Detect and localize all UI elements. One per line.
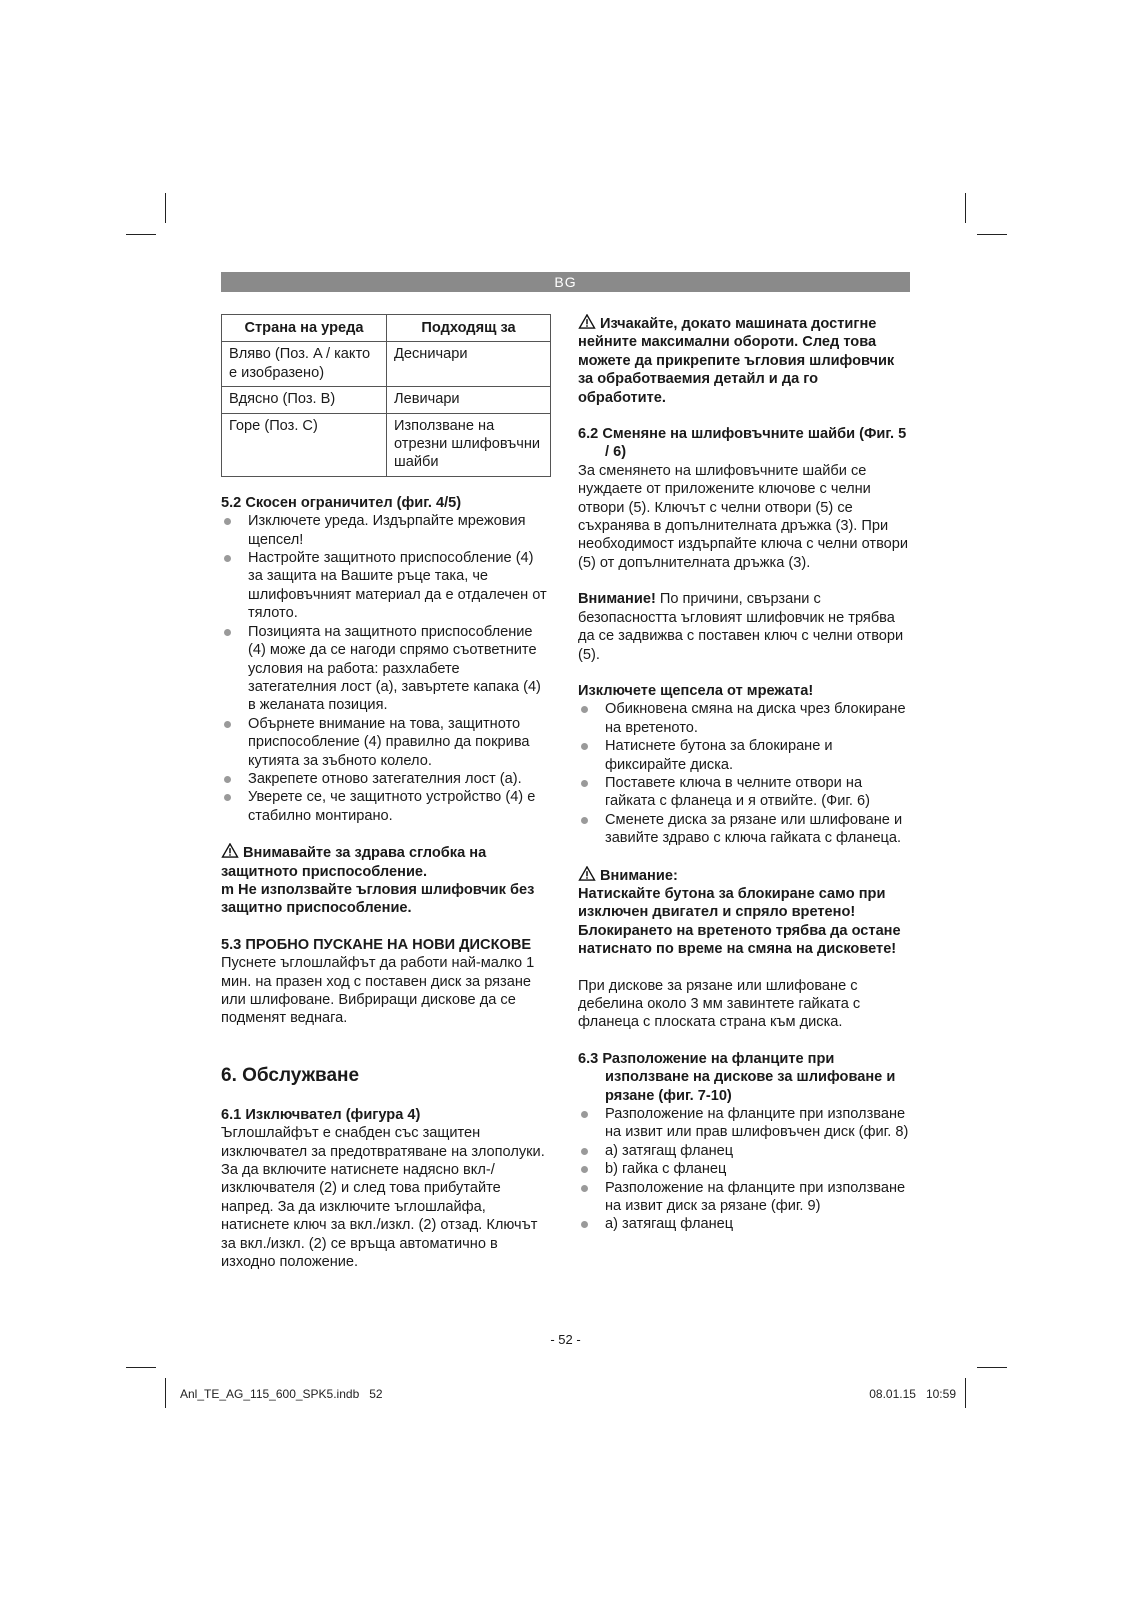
crop-mark — [977, 1367, 1007, 1368]
crop-mark — [165, 1378, 166, 1408]
warning-lock-text: Натискайте бутона за блокиране само при изключен двигател и спряло вретено! Блокирането на вретеното трябва да остане натиснато по време на смяна на дисковете! — [578, 885, 901, 958]
list-item: Разположение на фланците при използване на извит диск за рязане (фиг. 9) — [578, 1179, 910, 1216]
table-header-cell: Страна на уреда — [222, 315, 387, 342]
table-cell: Левичари — [387, 387, 551, 413]
warning-lock-label: Внимание: — [600, 867, 678, 884]
warning-max-speed-text: Изчакайте, докато машината достигне нейните максимални обороти. След това можете да прикрепите ъгловия шлифовчик за обработваемия детайл и да го обработите. — [578, 316, 895, 406]
list-item: Разположение на фланците при използване на извит или прав шлифовъчен диск (фиг. 8) — [578, 1105, 910, 1142]
warning-triangle-icon — [221, 843, 239, 858]
crop-mark — [965, 193, 966, 223]
footer-file-info: Anl_TE_AG_115_600_SPK5.indb 52 — [180, 1387, 383, 1401]
table-cell: Горе (Поз. C) — [222, 413, 387, 476]
crop-mark — [965, 1378, 966, 1408]
warning-guard-text: Внимавайте за здрава сглобка на защитното приспособление. — [221, 845, 487, 880]
table-cell: Вдясно (Поз. B) — [222, 387, 387, 413]
list-item: Уверете се, че защитното устройство (4) е стабилно монтирано. — [221, 788, 551, 825]
crop-mark — [977, 234, 1007, 235]
attention-paragraph — [578, 590, 910, 664]
warning-triangle-icon — [578, 866, 596, 881]
side-suitability-table — [221, 314, 551, 477]
warning-no-guard: m Не използвайте ъгловия шлифовчик без защитно приспособление. — [221, 881, 535, 917]
crop-mark — [126, 234, 156, 235]
list-item: Позицията на защитното приспособление (4) може да се нагоди спрямо съответните условия на работа: разхлабете затегателния лост (a), завъртете капака (4) в желаната позиция. — [221, 623, 551, 715]
unplug-title: Изключете щепсела от мрежата! — [578, 682, 814, 699]
thick-disc-text: При дискове за рязане или шлифоване с дебелина около 3 мм завинтете гайката с фланеца с плоската страна към диска. — [578, 977, 861, 1031]
list-item: Сменете диска за рязане или шлифоване и завийте здраво с ключа гайката с фланеца. — [578, 811, 910, 848]
section-6-1-title: 6.1 Изключвател (фигура 4) — [221, 1106, 421, 1123]
list-item: Поставете ключа в челните отвори на гайката с фланеца и я отвийте. (Фиг. 6) — [578, 774, 910, 811]
warning-lock-title — [578, 866, 910, 885]
attention-text: По причини, свързани с безопасността ъгловият шлифовчик не трябва да се задвижва с поставен ключ с челни отвори (5). — [578, 591, 904, 663]
list-item: Обикновена смяна на диска чрез блокиране на вретеното. — [578, 700, 910, 737]
list-item: Настройте защитното приспособление (4) за защита на Вашите ръце така, че шлифовъчният материал да е отдалечен от тялото. — [221, 549, 551, 623]
table-cell: Използване на отрезни шлифовъчни шайби — [387, 413, 551, 476]
warning-triangle-icon — [578, 314, 596, 329]
attention-label: Внимание! — [578, 591, 656, 608]
footer-date-time: 08.01.15 10:59 — [869, 1387, 956, 1401]
list-item: Изключете уреда. Издърпайте мрежовия щепсел! — [221, 512, 551, 549]
table-row — [222, 387, 551, 413]
table-header-row — [222, 315, 551, 342]
list-item: Натиснете бутона за блокиране и фиксирайте диска. — [578, 737, 910, 774]
list-item: b) гайка с фланец — [578, 1160, 910, 1178]
table-header-cell: Подходящ за — [387, 315, 551, 342]
section-6-title: 6. Обслужване — [221, 1064, 360, 1086]
page-number: - 52 - — [550, 1332, 581, 1347]
section-6-2-title: 6.2 Сменяне на шлифовъчните шайби (Фиг. 5 / 6) — [578, 426, 907, 461]
warning-guard — [221, 843, 551, 881]
table-cell: Десничари — [387, 342, 551, 387]
table-row — [222, 413, 551, 476]
section-5-2-list — [221, 512, 551, 825]
list-item: a) затягащ фланец — [578, 1142, 910, 1160]
table-row — [222, 342, 551, 387]
crop-mark — [126, 1367, 156, 1368]
section-5-3-text: Пуснете ъглошлайфът да работи най-малко 1 мин. на празен ход с поставен диск за рязане или шлифоване. Вибриращи дискове да се подменят веднага. — [221, 955, 535, 1027]
list-item: Закрепете отново затегателния лост (a). — [221, 770, 551, 788]
right-column — [578, 314, 910, 1234]
unplug-list — [578, 700, 910, 847]
section-6-3-title: 6.3 Разположение на фланците при използване на дискове за шлифоване и рязане (фиг. 7-10) — [578, 1050, 896, 1104]
section-5-3-title: 5.3 ПРОБНО ПУСКАНЕ НА НОВИ ДИСКОВЕ — [221, 936, 532, 953]
crop-mark — [165, 193, 166, 223]
list-item: a) затягащ фланец — [578, 1215, 910, 1233]
section-5-2-title: 5.2 Скосен ограничител (фиг. 4/5) — [221, 494, 462, 511]
language-header-bar — [221, 272, 910, 292]
table-cell: Вляво (Поз. A / както е изобразено) — [222, 342, 387, 387]
section-6-2-text: За сменянето на шлифовъчните шайби се нуждаете от приложените ключове с челни отвори (5). Ключът с челни отвори (5) се съхранява в допълнителната дръжка (3). При необходимост издърпайте ключа с челни отвори (5) от допълнителната дръжка (3). — [578, 462, 909, 571]
section-6-3-list — [578, 1105, 910, 1234]
language-label: BG — [554, 274, 577, 290]
list-item: Обърнете внимание на това, защитното приспособление (4) правилно да покрива кутията за зъбното колело. — [221, 715, 551, 770]
warning-max-speed — [578, 314, 910, 407]
left-column — [221, 314, 551, 1271]
section-6-1-text: Ъглошлайфът е снабден със защитен изключвател за предотвратяване на злополуки. За да включите натиснете надясно вкл-/изключвателя (2) и след това прибутайте напред. За да изключите ъглошлайфа, натиснете ключ за вкл./изкл. (2) отзад. Ключът за вкл./изкл. (2) се връща автоматично в изходно положение. — [221, 1125, 545, 1271]
